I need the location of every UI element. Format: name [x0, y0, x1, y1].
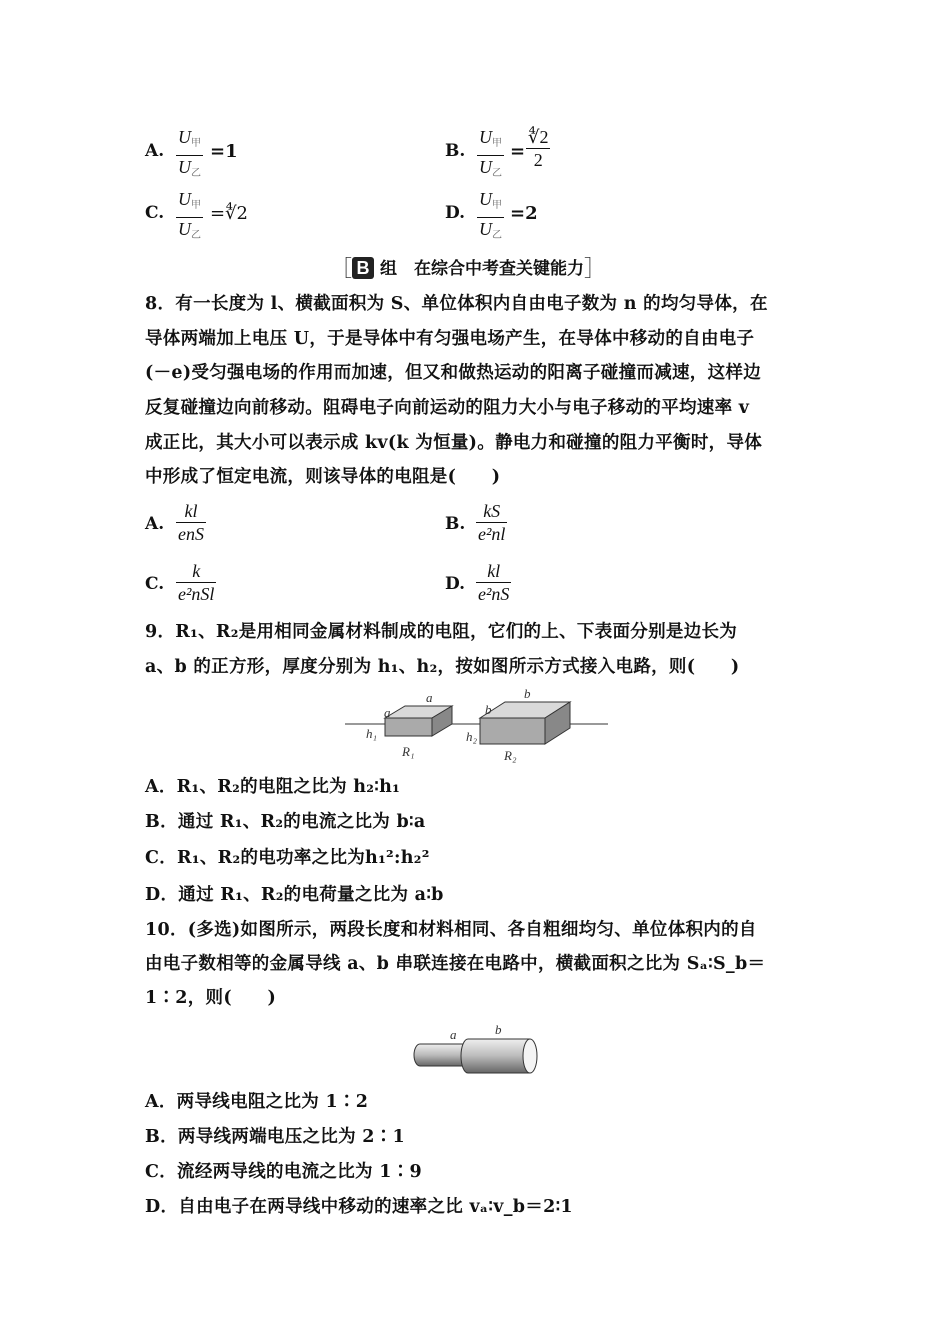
- fraction: $U_甲$ $U_乙$: [178, 189, 201, 241]
- label-a-side: a: [384, 705, 391, 720]
- equals-value: =∜2: [210, 203, 249, 224]
- label-b-top: b: [524, 686, 531, 701]
- q10-option-b: B．两导线两端电压之比为 2∶1: [145, 1127, 406, 1147]
- fraction: $U_甲$ $U_乙$: [479, 189, 502, 241]
- q8-line: 8．有一长度为 l、横截面积为 S、单位体积内自由电子数为 n 的均匀导体，在: [145, 294, 768, 314]
- q9-option-a: A．R₁、R₂的电阻之比为 h₂∶h₁: [145, 777, 401, 797]
- fraction: kl enS: [178, 501, 204, 544]
- fraction-rhs: ∜2 2: [528, 127, 549, 170]
- section-title: 组 在综合中考查关键能力: [380, 259, 585, 279]
- fraction: kS e²nl: [478, 501, 506, 544]
- label-b: b: [495, 1022, 502, 1037]
- equals-value: =1: [210, 141, 238, 162]
- label-b-side: b: [485, 702, 492, 717]
- section-heading: ［ B 组 在综合中考查关键能力］: [330, 257, 607, 282]
- q8-line: 中形成了恒定电流，则该导体的电阻是( ): [145, 467, 501, 487]
- q10-line: 10．(多选)如图所示，两段长度和材料相同、各自粗细均匀、单位体积内的自: [145, 920, 757, 940]
- fraction: k e²nSl: [178, 561, 215, 604]
- q9-option-b: B．通过 R₁、R₂的电流之比为 b∶a: [145, 812, 426, 832]
- section-badge: B: [352, 257, 374, 279]
- fraction: $U_甲$ $U_乙$: [479, 127, 502, 179]
- option-label: A.: [145, 141, 165, 161]
- label-r2: R₂: [504, 748, 517, 763]
- q8-line: 反复碰撞边向前移动。阻碍电子向前运动的阻力大小与电子移动的平均速率 v: [145, 398, 750, 418]
- label-h1: h₁: [366, 726, 378, 741]
- q9-line: a、b 的正方形，厚度分别为 h₁、h₂，按如图所示方式接入电路，则( ): [145, 657, 740, 677]
- q10-line: 由电子数相等的金属导线 a、b 串联连接在电路中，横截面积之比为 Sₐ∶S_b＝: [145, 954, 766, 974]
- q10-wire-figure: [410, 1022, 545, 1082]
- q8-line: 成正比，其大小可以表示成 kv(k 为恒量)。静电力和碰撞的阻力平衡时，导体: [145, 433, 763, 453]
- option-label: C.: [145, 203, 165, 223]
- label-r1: R₁: [402, 744, 415, 759]
- option-label: B.: [445, 141, 466, 161]
- fraction: $U_甲$ $U_乙$: [178, 127, 201, 179]
- q10-option-d: D．自由电子在两导线中移动的速率之比 vₐ∶v_b＝2∶1: [145, 1197, 573, 1217]
- q8-line: 导体两端加上电压 U，于是导体中有匀强电场产生，在导体中移动的自由电子: [145, 329, 755, 349]
- label-h2: h₂: [466, 729, 478, 744]
- fraction: kl e²nS: [478, 561, 510, 604]
- q10-option-c: C．流经两导线的电流之比为 1∶9: [145, 1162, 422, 1182]
- option-label: C.: [145, 574, 165, 594]
- q9-line: 9．R₁、R₂是用相同金属材料制成的电阻，它们的上、下表面分别是边长为: [145, 622, 738, 642]
- option-label: A.: [145, 514, 165, 534]
- q10-option-a: A．两导线电阻之比为 1∶2: [145, 1092, 369, 1112]
- option-label: D.: [445, 574, 466, 594]
- label-a: a: [450, 1027, 457, 1042]
- equals-sign: =: [510, 141, 526, 162]
- q9-resistor-figure: [340, 686, 615, 768]
- q9-option-c: C．R₁、R₂的电功率之比为h₁²:h₂²: [145, 848, 430, 868]
- q9-option-d: D．通过 R₁、R₂的电荷量之比为 a∶b: [145, 885, 444, 905]
- option-label: B.: [445, 514, 466, 534]
- q8-line: (－e)受匀强电场的作用而加速，但又和做热运动的阳离子碰撞而减速，这样边: [145, 363, 761, 383]
- option-label: D.: [445, 203, 466, 223]
- label-a-top: a: [426, 690, 433, 705]
- equals-value: =2: [510, 203, 538, 224]
- q10-line: 1∶2，则( ): [145, 988, 277, 1008]
